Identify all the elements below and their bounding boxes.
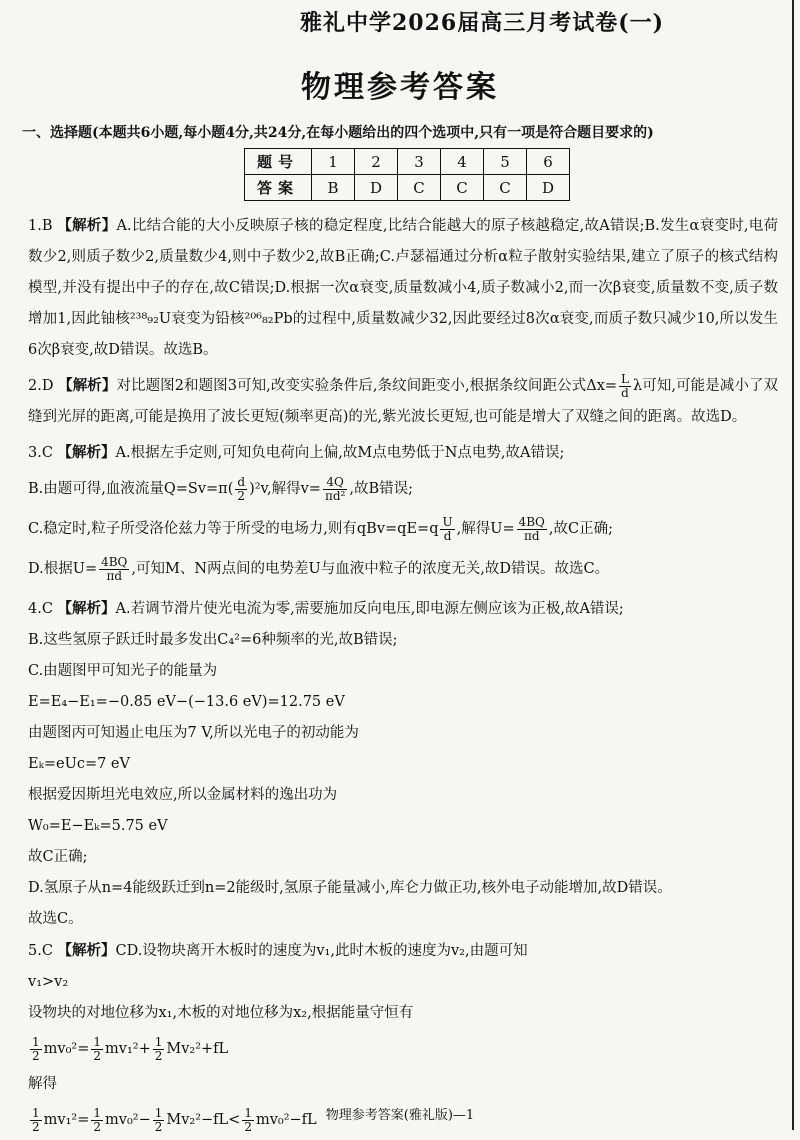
question-5-energy-equation: $\frac{1}{2}$ mv₀²= $\frac{1}{2}$ mv₁²+ $\frac{1}{2}$ Mv₂²+fL: [32, 1034, 229, 1063]
row-label-number: 题号: [245, 149, 312, 175]
question-5-result-equation: $\frac{1}{2}$ mv₁²= $\frac{1}{2}$ mv₀²− $\frac{1}{2}$ Mv₂²−fL< $\frac{1}{2}$ mv₀²−fL: [32, 1105, 317, 1134]
question-4-line: 故C正确;: [28, 849, 88, 865]
answer-table-row-answers: [245, 175, 570, 201]
page-footer: 物理参考答案(雅礼版)—1: [325, 1108, 475, 1123]
question-4-line: 故选C。: [28, 911, 83, 927]
question-4-line: 由题图丙可知遏止电压为7 V,所以光电子的初动能为: [28, 725, 359, 741]
question-4-line: D.氢原子从n=4能级跃迁到n=2能级时,氢原子能量减小,库仑力做正功,核外电子动能增加,故D错误。: [28, 880, 672, 896]
question-1-explanation: [28, 210, 778, 366]
answer-body: [28, 210, 778, 1140]
row-label-answer: 答案: [245, 175, 312, 201]
answer-table-row-numbers: [245, 149, 570, 175]
answer-cell: D: [527, 175, 570, 201]
fraction: $\frac{4BQ}{\pi d}$: [518, 514, 545, 543]
question-5-number: 5.C: [28, 943, 53, 959]
question-5-line: 5.C 【解析】CD.设物块离开木板时的速度为v₁,此时木板的速度为v₂,由题可知: [28, 942, 528, 959]
answer-cell: B: [312, 175, 355, 201]
fraction: $\frac{1}{2}$: [93, 1034, 101, 1063]
analysis-tag: 【解析】: [57, 600, 116, 617]
question-1-number: 1.B: [28, 218, 53, 234]
question-2-text-a: 对比题图2和题图3可知,改变实验条件后,条纹间距变小,根据条纹间距公式Δx=: [116, 378, 618, 394]
question-3-line-a: [28, 437, 778, 469]
fraction: $\frac{L}{d}$: [621, 371, 629, 400]
document-title: 物理参考答案: [301, 70, 499, 105]
question-4-line: C.由题图甲可知光子的能量为: [28, 663, 218, 679]
question-4-line: W₀=E−Eₖ=5.75 eV: [28, 818, 168, 834]
section-heading: 一、选择题(本题共6小题,每小题4分,共24分,在每小题给出的四个选项中,只有一项是符合题目要求的): [22, 125, 654, 141]
analysis-tag: 【解析】: [57, 444, 116, 461]
fraction: $\frac{1}{2}$: [93, 1105, 101, 1134]
question-number-cell: 2: [355, 149, 398, 175]
answer-cell: C: [484, 175, 527, 201]
exam-title: 雅礼中学2026届高三月考试卷(一): [300, 10, 665, 36]
fraction: $\frac{4BQ}{\pi d}$: [101, 554, 128, 583]
question-5-inequality: v₁>v₂: [28, 974, 69, 990]
question-4-line: B.这些氢原子跃迁时最多发出C₄²=6种频率的光,故B错误;: [28, 632, 398, 648]
question-4-line: E=E₄−E₁=−0.85 eV−(−13.6 eV)=12.75 eV: [28, 694, 345, 710]
question-3-number: 3.C: [28, 445, 53, 461]
fraction: $\frac{U}{d}$: [442, 514, 453, 543]
question-5-line: 解得: [28, 1076, 57, 1092]
question-number-cell: 5: [484, 149, 527, 175]
question-3-line-c: C.稳定时,粒子所受洛伦兹力等于所受的电场力,则有qBv=qE=q $\frac{U}{d}$ ,解得U= $\frac{4BQ}{\pi d}$ ,故C正确;: [28, 514, 613, 543]
fraction: $\frac{1}{2}$: [32, 1034, 40, 1063]
question-number-cell: 4: [441, 149, 484, 175]
question-1-text: A.比结合能的大小反映原子核的稳定程度,比结合能越大的原子核越稳定,故A错误;B.发生α衰变时,电荷数少2,则质子数少2,质量数少4,则中子数少2,故B正确;C.卢瑟福通过分析α粒子散射实验结果,建立了原子的核式结构模型,并没有提出中子的存在,故C错误;D.根据一次α衰变,质量数减小4,质子数减小2,而一次β衰变,质量数不变,质子数增加1,因此铀核²³⁸₉₂U衰变为铅核²⁰⁶₈₂Pb的过程中,质量数减少32,因此要经过8次α衰变,而质子数只减少10,所以发生6次β衰变,故D错误。故选B。: [28, 218, 779, 358]
analysis-tag: 【解析】: [57, 217, 117, 234]
question-3-line-b: B.由题可得,血液流量Q=Sv=π( $\frac{d}{2}$ )²v,解得v= $\frac{4Q}{\text{πd²}}$ ,故B错误;: [28, 474, 414, 503]
question-4-line: 4.C 【解析】A.若调节滑片使光电流为零,需要施加反向电压,即电源左侧应该为正极,故A错误;: [28, 600, 624, 617]
answer-cell: C: [398, 175, 441, 201]
question-4-line: Eₖ=eUc=7 eV: [28, 756, 130, 772]
fraction: $\frac{1}{2}$: [154, 1105, 163, 1134]
answer-table: [244, 148, 570, 201]
question-2-text-b: λ可知,可能是减小了双缝到光屏的距离,可能是换用了波长更短(频率更高)的光,紫光波长更短,也可能是增大了双缝之间的距离。故选D。: [28, 378, 779, 425]
question-number-cell: 1: [312, 149, 355, 175]
question-3-text-a: A.根据左手定则,可知负电荷向上偏,故M点电势低于N点电势,故A错误;: [115, 445, 565, 461]
fraction: $\frac{d}{2}$: [237, 474, 246, 503]
fraction: $\frac{1}{2}$: [244, 1105, 252, 1134]
answer-cell: D: [355, 175, 398, 201]
analysis-tag: 【解析】: [57, 942, 116, 959]
question-3-line-d: D.根据U= $\frac{4BQ}{\pi d}$ ,可知M、N两点间的电势差U与血液中粒子的浓度无关,故D错误。故选C。: [28, 554, 610, 583]
question-2-explanation: [28, 370, 778, 433]
answer-cell: C: [441, 175, 484, 201]
question-5-line: 设物块的对地位移为x₁,木板的对地位移为x₂,根据能量守恒有: [28, 1005, 414, 1021]
question-number-cell: 3: [398, 149, 441, 175]
fraction: $\frac{1}{2}$: [32, 1105, 40, 1134]
question-2-number: 2.D: [28, 378, 54, 394]
fraction: $\frac{1}{2}$: [154, 1034, 163, 1063]
question-4-number: 4.C: [28, 601, 53, 617]
page-edge-line: [792, 0, 794, 1130]
fraction: $\frac{4Q}{\text{πd²}}$: [324, 474, 346, 503]
question-number-cell: 6: [527, 149, 570, 175]
analysis-tag: 【解析】: [58, 377, 117, 394]
question-4-line: 根据爱因斯坦光电效应,所以金属材料的逸出功为: [28, 787, 338, 803]
